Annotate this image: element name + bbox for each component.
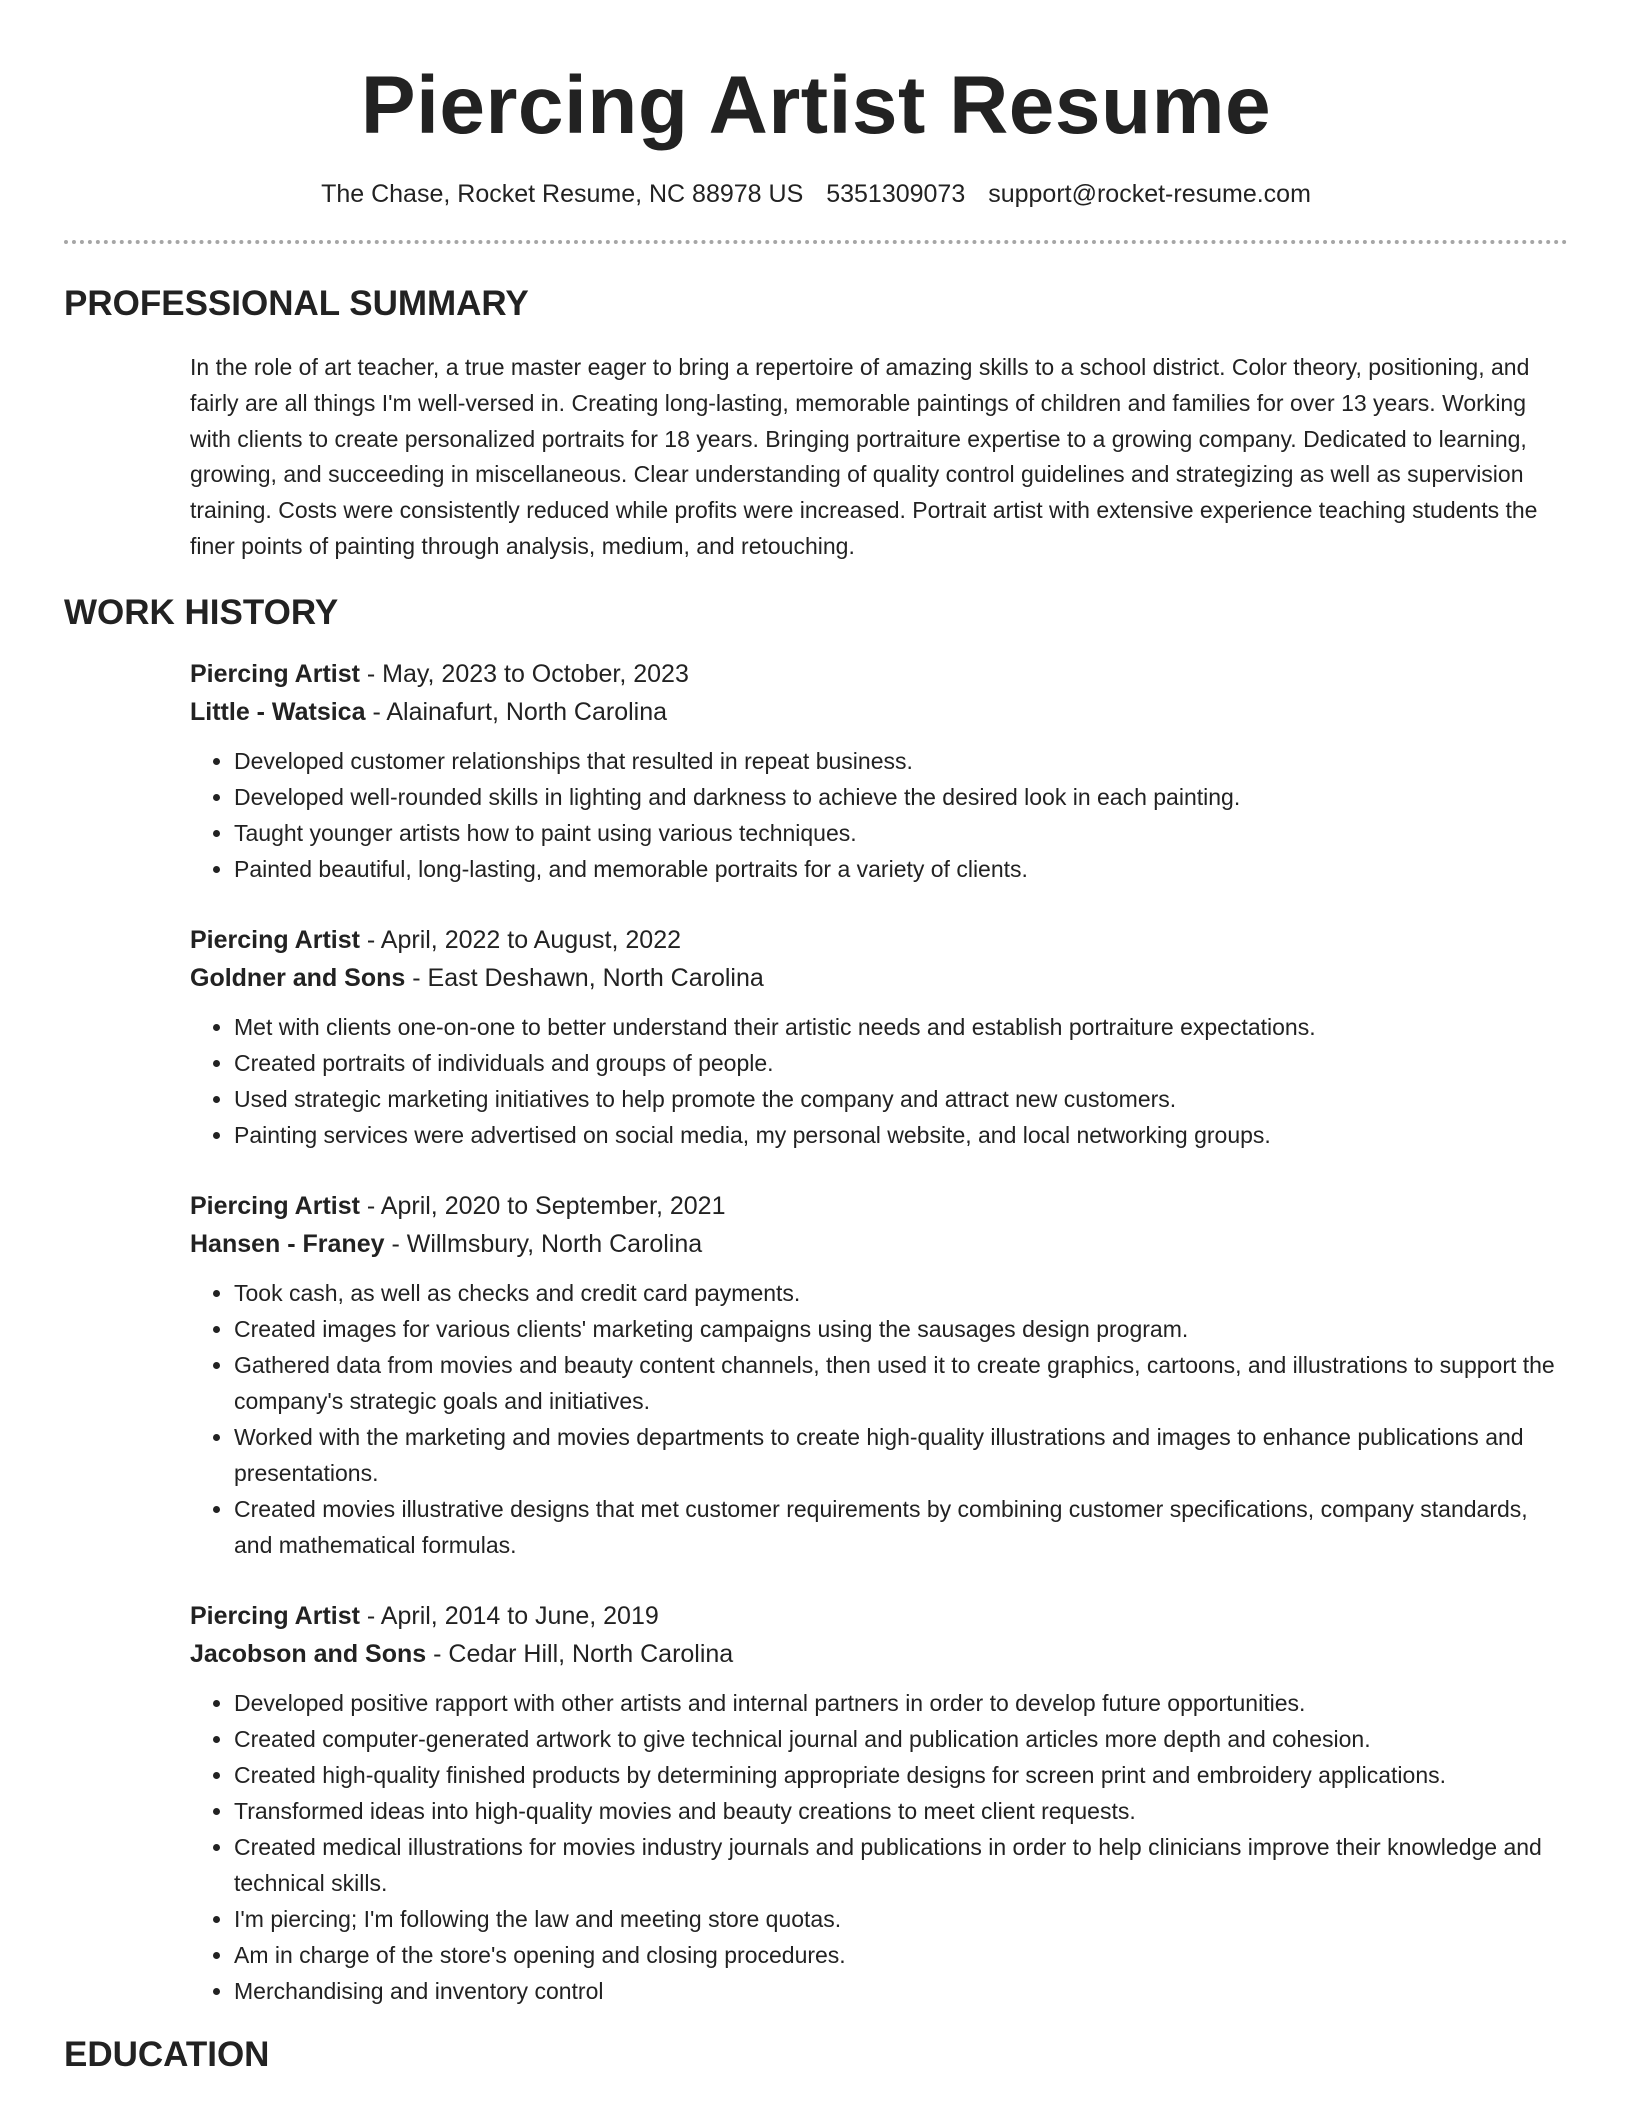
job-title-line <box>190 655 1568 693</box>
contact-address: The Chase, Rocket Resume, NC 88978 US <box>321 180 804 208</box>
job-company-line <box>190 959 1568 997</box>
job-bullet: • Developed positive rapport with other artists and internal partners in order to develop future opportunities. <box>234 1685 1568 1721</box>
job-bullet: • Worked with the marketing and movies departments to create high-quality illustrations and images to enhance publications and presentations. <box>234 1419 1568 1491</box>
contact-phone: 5351309073 <box>826 180 966 208</box>
job-company: Hansen - Franey <box>190 1229 385 1258</box>
job-bullet: • Gathered data from movies and beauty content channels, then used it to create graphics, cartoons, and illustrations to support the company's strategic goals and initiatives. <box>234 1347 1568 1419</box>
job-bullet: • Took cash, as well as checks and credit card payments. <box>234 1275 1568 1311</box>
job-title: Piercing Artist <box>190 1191 360 1220</box>
job-company: Goldner and Sons <box>190 963 406 992</box>
job-bullets <box>190 1009 1568 1153</box>
job-entry <box>190 921 1568 1153</box>
job-bullet: • Created movies illustrative designs that met customer requirements by combining customer specifications, company standards, and mathematical formulas. <box>234 1491 1568 1563</box>
summary-heading: PROFESSIONAL SUMMARY <box>64 284 529 323</box>
job-company: Little - Watsica <box>190 697 366 726</box>
job-company-line <box>190 693 1568 731</box>
job-title: Piercing Artist <box>190 1601 360 1630</box>
job-company-line <box>190 1635 1568 1673</box>
job-bullet: • Created high-quality finished products by determining appropriate designs for screen print and embroidery applications. <box>234 1757 1568 1793</box>
work-history-section <box>64 591 1568 2009</box>
job-bullets <box>190 743 1568 887</box>
job-company: Jacobson and Sons <box>190 1639 427 1668</box>
contact-email[interactable]: support@rocket-resume.com <box>988 180 1311 208</box>
job-bullet: • Merchandising and inventory control <box>234 1973 1568 2009</box>
job-dates: - April, 2020 to September, 2021 <box>359 1191 726 1220</box>
job-location: - Willmsbury, North Carolina <box>384 1229 703 1258</box>
job-title: Piercing Artist <box>190 659 360 688</box>
job-bullet: • Taught younger artists how to paint using various techniques. <box>234 815 1568 851</box>
job-location: - East Deshawn, North Carolina <box>405 963 764 992</box>
job-bullet: • Painted beautiful, long-lasting, and memorable portraits for a variety of clients. <box>234 851 1568 887</box>
education-heading: EDUCATION <box>64 2034 270 2074</box>
job-dates: - April, 2014 to June, 2019 <box>359 1601 659 1630</box>
job-bullet: • Used strategic marketing initiatives to help promote the company and attract new customers. <box>234 1081 1568 1117</box>
work-history-heading: WORK HISTORY <box>64 592 339 632</box>
job-company-line <box>190 1225 1568 1263</box>
job-location: - Cedar Hill, North Carolina <box>426 1639 734 1668</box>
summary-section <box>64 282 1568 565</box>
job-title-line <box>190 1187 1568 1225</box>
job-bullet: • Created images for various clients' marketing campaigns using the sausages design program. <box>234 1311 1568 1347</box>
job-location: - Alainafurt, North Carolina <box>365 697 668 726</box>
header-divider <box>64 240 1568 244</box>
job-dates: - April, 2022 to August, 2022 <box>359 925 682 954</box>
job-bullet: • Created portraits of individuals and groups of people. <box>234 1045 1568 1081</box>
job-bullet: • Developed well-rounded skills in lighting and darkness to achieve the desired look in each painting. <box>234 779 1568 815</box>
job-entry <box>190 1187 1568 1563</box>
job-bullets <box>190 1685 1568 2009</box>
job-bullet: • I'm piercing; I'm following the law and meeting store quotas. <box>234 1901 1568 1937</box>
jobs-list <box>190 655 1568 2009</box>
contact-info <box>64 178 1568 210</box>
education-section <box>64 2033 1568 2077</box>
job-bullet: • Transformed ideas into high-quality movies and beauty creations to meet client requests. <box>234 1793 1568 1829</box>
job-entry <box>190 655 1568 887</box>
job-bullet: • Am in charge of the store's opening and closing procedures. <box>234 1937 1568 1973</box>
job-bullet: • Created medical illustrations for movies industry journals and publications in order to help clinicians improve their knowledge and technical skills. <box>234 1829 1568 1901</box>
job-bullets <box>190 1275 1568 1563</box>
job-bullet: • Painting services were advertised on social media, my personal website, and local networking groups. <box>234 1117 1568 1153</box>
job-title: Piercing Artist <box>190 925 360 954</box>
job-entry <box>190 1597 1568 2009</box>
resume-page <box>64 0 1568 2077</box>
summary-text: In the role of art teacher, a true master eager to bring a repertoire of amazing skills to a school district. Color theory, positioning, and fairly are all things I'm well-versed in. Creating long-lasting, memorable paintings of children and families for over 13 years. Working with clients to create personalized portraits for 18 years. Bringing portraiture expertise to a growing company. Dedicated to learning, growing, and succeeding in miscellaneous. Clear understanding of quality control guidelines and strategizing as well as supervision training. Costs were consistently reduced while profits were increased. Portrait artist with extensive experience teaching students the finer points of painting through analysis, medium, and retouching. <box>190 354 1538 559</box>
resume-title: Piercing Artist Resume <box>360 60 1272 151</box>
job-bullet: • Met with clients one-on-one to better understand their artistic needs and establish portraiture expectations. <box>234 1009 1568 1045</box>
job-title-line <box>190 1597 1568 1635</box>
job-bullet: • Developed customer relationships that resulted in repeat business. <box>234 743 1568 779</box>
job-dates: - May, 2023 to October, 2023 <box>359 659 689 688</box>
job-bullet: • Created computer-generated artwork to give technical journal and publication articles more depth and cohesion. <box>234 1721 1568 1757</box>
job-title-line <box>190 921 1568 959</box>
